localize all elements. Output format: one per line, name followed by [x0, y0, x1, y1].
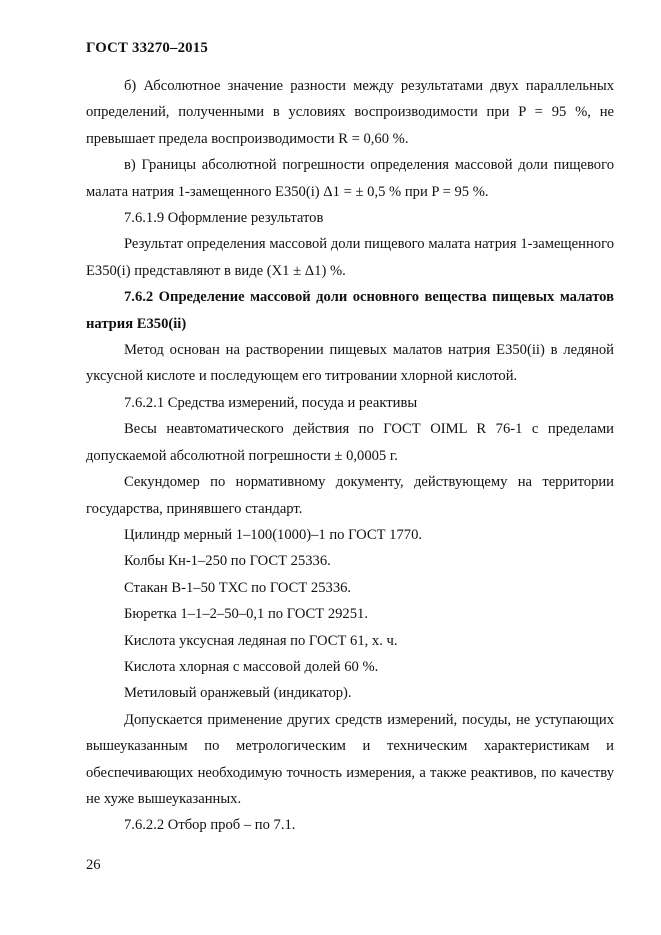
paragraph-1: б) Абсолютное значение разности между результатами двух параллельных определений, полученными в условиях воспроизводимости при P = 95 %, не превышает предела воспроизводимости R = 0,60 %.	[86, 78, 614, 147]
paragraph-2: в) Границы абсолютной погрешности определения массовой доли пищевого малата натрия 1-замещенного Е350(i) Δ1 = ± 0,5 % при P = 95 %.	[86, 157, 614, 200]
list-item-beaker: Стакан В-1–50 ТХС по ГОСТ 25336.	[124, 579, 352, 596]
paragraph-7-subsection-title: 7.6.2.1 Средства измерений, посуда и реактивы	[124, 394, 418, 411]
paragraph-4: Результат определения массовой доли пищевого малата натрия 1-замещенного Е350(i) представляют в виде (X1 ± Δ1) %.	[86, 236, 614, 279]
paragraph-6: Метод основан на растворении пищевых малатов натрия Е350(ii) в ледяной уксусной кислоте и последующем его титровании хлорной кислотой.	[86, 342, 614, 385]
list-item-indicator: Метиловый оранжевый (индикатор).	[124, 685, 352, 702]
list-item-burette: Бюретка 1–1–2–50–0,1 по ГОСТ 29251.	[124, 606, 368, 623]
document-header-id: ГОСТ 33270–2015	[86, 40, 208, 56]
paragraph-8: Весы неавтоматического действия по ГОСТ OIML R 76-1 с пределами допускаемой абсолютной погрешности ± 0,0005 г.	[86, 421, 614, 464]
list-item-acetic-acid: Кислота уксусная ледяная по ГОСТ 61, х. ч.	[124, 632, 398, 649]
list-item-flasks: Колбы Кн-1–250 по ГОСТ 25336.	[124, 553, 331, 570]
list-item-cylinder: Цилиндр мерный 1–100(1000)–1 по ГОСТ 1770.	[124, 526, 423, 543]
paragraph-9: Секундомер по нормативному документу, действующему на территории государства, принявшего стандарт.	[86, 474, 614, 517]
paragraph-17: Допускается применение других средств измерений, посуды, не уступающих вышеуказанным по метрологическим и техническим характеристикам и обеспечивающих необходимую точность измерения, а также реактивов, по качеству не хуже вышеуказанных.	[86, 711, 614, 807]
paragraph-18-subsection-title: 7.6.2.2 Отбор проб – по 7.1.	[124, 817, 296, 834]
section-heading-7-6-2: 7.6.2 Определение массовой доли основного вещества пищевых малатов натрия Е350(ii)	[86, 289, 614, 332]
list-item-perchloric-acid: Кислота хлорная с массовой долей 60 %.	[124, 658, 379, 675]
document-body	[86, 73, 614, 839]
paragraph-3-subsection-title: 7.6.1.9 Оформление результатов	[124, 210, 324, 227]
page-number: 26	[86, 857, 101, 873]
